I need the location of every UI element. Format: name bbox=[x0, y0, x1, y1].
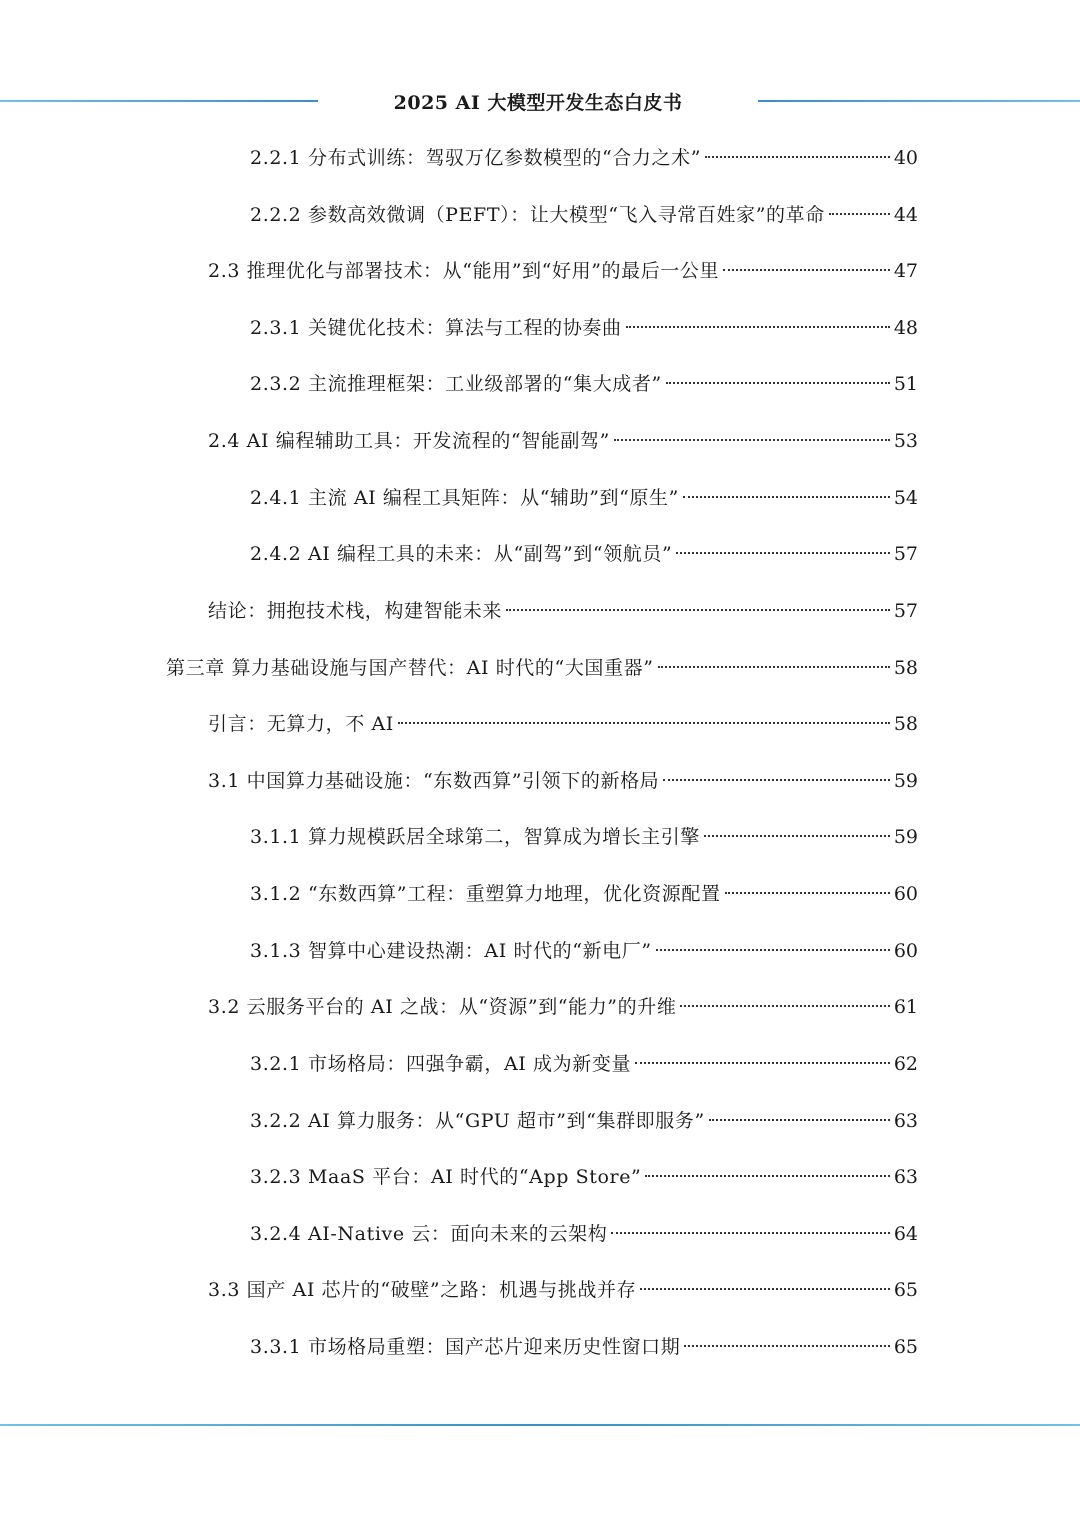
toc-entry-title: 3.2 云服务平台的 AI 之战：从“资源”到“能力”的升维 bbox=[208, 996, 677, 1018]
toc-page-number: 57 bbox=[893, 543, 918, 565]
toc-dot-leader bbox=[656, 949, 890, 951]
toc-dot-leader bbox=[676, 552, 890, 554]
toc-page-number: 65 bbox=[893, 1279, 918, 1301]
toc-entry-title: 2.2.2 参数高效微调（PEFT）：让大模型“飞入寻常百姓家”的革命 bbox=[250, 204, 825, 226]
toc-entry[interactable] bbox=[208, 255, 918, 287]
toc-entry-title: 3.2.3 MaaS 平台：AI 时代的“App Store” bbox=[250, 1166, 642, 1188]
toc-entry[interactable] bbox=[250, 368, 918, 400]
toc-page-number: 57 bbox=[893, 600, 918, 622]
toc-dot-leader bbox=[398, 722, 890, 724]
toc-dot-leader bbox=[663, 779, 890, 781]
toc-entry-title: 3.1.3 智算中心建设热潮：AI 时代的“新电厂” bbox=[250, 940, 652, 962]
header-rule-left bbox=[0, 100, 318, 102]
toc-entry[interactable] bbox=[166, 652, 918, 684]
toc-entry-title: 3.2.2 AI 算力服务：从“GPU 超市”到“集群即服务” bbox=[250, 1110, 705, 1132]
toc-entry[interactable] bbox=[250, 878, 918, 910]
toc-entry-title: 3.1 中国算力基础设施：“东数西算”引领下的新格局 bbox=[208, 770, 660, 792]
toc-entry-title: 2.4 AI 编程辅助工具：开发流程的“智能副驾” bbox=[208, 430, 610, 452]
toc-page-number: 64 bbox=[893, 1223, 918, 1245]
toc-entry[interactable] bbox=[208, 595, 918, 627]
toc-page-number: 51 bbox=[893, 373, 918, 395]
toc-dot-leader bbox=[829, 213, 890, 215]
toc-dot-leader bbox=[626, 326, 890, 328]
toc-entry[interactable] bbox=[208, 425, 918, 457]
toc-entry-title: 第三章 算力基础设施与国产替代：AI 时代的“大国重器” bbox=[166, 657, 654, 679]
toc-entry[interactable] bbox=[208, 765, 918, 797]
toc-entry-title: 2.4.1 主流 AI 编程工具矩阵：从“辅助”到“原生” bbox=[250, 487, 679, 509]
toc-page-number: 58 bbox=[893, 657, 918, 679]
toc-entry-title: 3.3 国产 AI 芯片的“破壁”之路：机遇与挑战并存 bbox=[208, 1279, 637, 1301]
toc-page-number: 62 bbox=[893, 1053, 918, 1075]
toc-page-number: 61 bbox=[893, 996, 918, 1018]
toc-entry-title: 结论：拥抱技术栈，构建智能未来 bbox=[208, 600, 503, 622]
toc-entry[interactable] bbox=[250, 1331, 918, 1363]
toc-page-number: 59 bbox=[893, 770, 918, 792]
toc-entry[interactable] bbox=[250, 1048, 918, 1080]
toc-entry-title: 2.4.2 AI 编程工具的未来：从“副驾”到“领航员” bbox=[250, 543, 673, 565]
toc-entry[interactable] bbox=[250, 1218, 918, 1250]
toc-page-number: 48 bbox=[893, 317, 918, 339]
toc-entry[interactable] bbox=[208, 991, 918, 1023]
toc-page-number: 47 bbox=[893, 260, 918, 282]
toc-page-number: 65 bbox=[893, 1336, 918, 1358]
toc-entry-title: 2.3.1 关键优化技术：算法与工程的协奏曲 bbox=[250, 317, 622, 339]
toc-entry[interactable] bbox=[250, 142, 918, 174]
toc-dot-leader bbox=[704, 835, 890, 837]
toc-page-number: 58 bbox=[893, 713, 918, 735]
toc-entry-title: 2.2.1 分布式训练：驾驭万亿参数模型的“合力之术” bbox=[250, 147, 702, 169]
toc-entry[interactable] bbox=[250, 199, 918, 231]
toc-entry-title: 3.2.1 市场格局：四强争霸，AI 成为新变量 bbox=[250, 1053, 632, 1075]
toc-entry[interactable] bbox=[208, 708, 918, 740]
toc-page-number: 63 bbox=[893, 1166, 918, 1188]
page-header-title: 2025 AI 大模型开发生态白皮书 bbox=[393, 92, 683, 114]
toc-page-number: 60 bbox=[893, 940, 918, 962]
footer-rule bbox=[0, 1424, 1080, 1426]
toc-dot-leader bbox=[658, 666, 890, 668]
toc-dot-leader bbox=[635, 1062, 890, 1064]
toc-dot-leader bbox=[645, 1175, 889, 1177]
toc-entry-title: 2.3.2 主流推理框架：工业级部署的“集大成者” bbox=[250, 373, 662, 395]
header-rule-right bbox=[758, 100, 1080, 102]
toc-entry-title: 3.1.1 算力规模跃居全球第二，智算成为增长主引擎 bbox=[250, 826, 700, 848]
toc-dot-leader bbox=[705, 156, 890, 158]
toc-page-number: 60 bbox=[893, 883, 918, 905]
toc-dot-leader bbox=[611, 1232, 889, 1234]
toc-dot-leader bbox=[506, 609, 890, 611]
toc-dot-leader bbox=[666, 382, 890, 384]
toc-dot-leader bbox=[680, 1005, 889, 1007]
toc-dot-leader bbox=[684, 1345, 889, 1347]
toc-entry[interactable] bbox=[250, 482, 918, 514]
toc-entry[interactable] bbox=[250, 538, 918, 570]
toc-page-number: 54 bbox=[893, 487, 918, 509]
toc-dot-leader bbox=[640, 1288, 890, 1290]
toc-dot-leader bbox=[723, 269, 890, 271]
toc-entry-title: 3.3.1 市场格局重塑：国产芯片迎来历史性窗口期 bbox=[250, 1336, 681, 1358]
toc-entry-title: 3.2.4 AI-Native 云：面向未来的云架构 bbox=[250, 1223, 608, 1245]
toc-dot-leader bbox=[709, 1119, 890, 1121]
toc-entry-title: 引言：无算力，不 AI bbox=[208, 713, 394, 735]
toc-entry[interactable] bbox=[208, 1274, 918, 1306]
toc-entry[interactable] bbox=[250, 935, 918, 967]
toc-entry[interactable] bbox=[250, 821, 918, 853]
toc-dot-leader bbox=[614, 439, 890, 441]
toc-entry-title: 3.1.2 “东数西算”工程：重塑算力地理，优化资源配置 bbox=[250, 883, 721, 905]
toc-entry[interactable] bbox=[250, 1161, 918, 1193]
toc-page-number: 44 bbox=[893, 204, 918, 226]
toc-dot-leader bbox=[683, 496, 890, 498]
toc-dot-leader bbox=[725, 892, 890, 894]
toc-page-number: 53 bbox=[893, 430, 918, 452]
toc-page-number: 40 bbox=[893, 147, 918, 169]
toc-entry[interactable] bbox=[250, 1105, 918, 1137]
toc-entry-title: 2.3 推理优化与部署技术：从“能用”到“好用”的最后一公里 bbox=[208, 260, 720, 282]
toc-page-number: 59 bbox=[893, 826, 918, 848]
toc-entry[interactable] bbox=[250, 312, 918, 344]
toc-page-number: 63 bbox=[893, 1110, 918, 1132]
